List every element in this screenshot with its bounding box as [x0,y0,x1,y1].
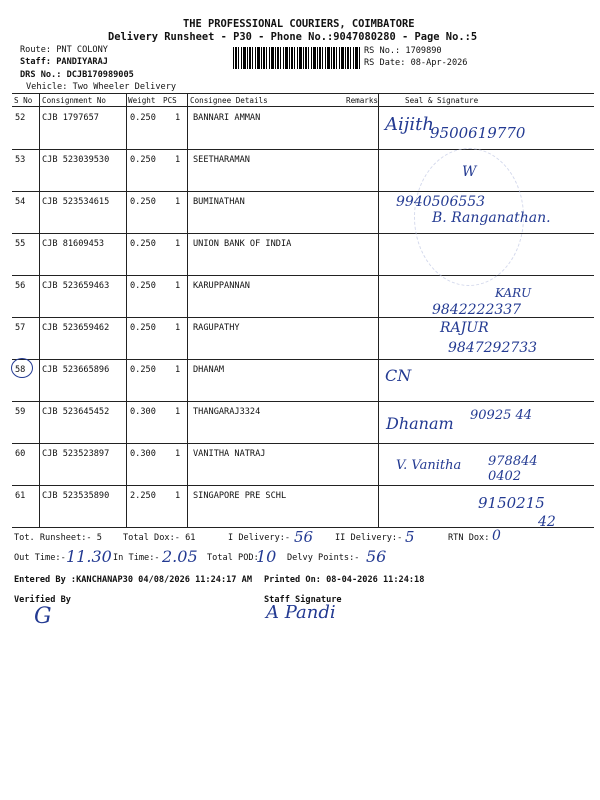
in-time-value: 2.05 [162,547,198,566]
row-sno: 61 [15,491,26,501]
delvy-points: Delvy Points:- [287,553,360,563]
handwritten-signature: W [462,164,477,180]
col-sno: S No [14,96,33,105]
verified-signature: G [34,604,52,629]
row-pcs: 1 [175,113,181,123]
row-consignee: THANGARAJ3324 [193,407,261,417]
col-weight: Weight [128,96,156,105]
drs-number: DRS No.: DCJB170989005 [20,70,134,80]
row-consignment: CJB 523523897 [42,449,110,459]
handwritten-phone: 90925 44 [470,408,533,423]
row-weight: 0.250 [130,323,156,333]
barcode [233,47,360,69]
row-consignee: KARUPPANNAN [193,281,250,291]
row-weight: 0.250 [130,281,156,291]
ii-delivery-value: 5 [405,528,415,546]
handwritten-signature: CN [385,366,412,385]
row-sno: 60 [15,449,26,459]
entered-by: Entered By :KANCHANAP30 04/08/2026 11:24:17 AM [14,575,252,585]
row-consignment: CJB 523039530 [42,155,110,165]
row-weight: 0.250 [130,197,156,207]
row-consignee: SINGAPORE PRE SCHL [193,491,287,501]
staff-signature-label: Staff Signature [264,595,342,605]
runsheet-title: Delivery Runsheet - P30 - Phone No.:9047080280 - Page No.:5 [108,31,478,43]
handwritten-phone: 9847292733 [448,340,538,356]
row-weight: 0.250 [130,239,156,249]
row-consignee: VANITHA NATRAJ [193,449,266,459]
delvy-points-value: 56 [366,547,387,566]
row-consignee: DHANAM [193,365,225,375]
row-sno: 59 [15,407,26,417]
row-consignment: CJB 523665896 [42,365,110,375]
row-pcs: 1 [175,491,181,501]
row-consignment: CJB 523659463 [42,281,110,291]
row-pcs: 1 [175,239,181,249]
row-sno: 58 [15,365,26,375]
table-top-rule [12,93,594,94]
col-pcs: PCS [163,96,177,105]
row-consignment: CJB 523645452 [42,407,110,417]
handwritten-phone: 9842222337 [432,302,522,318]
handwritten-signature: Aijith [385,114,434,135]
row-consignment: CJB 523534615 [42,197,110,207]
row-weight: 0.300 [130,407,156,417]
handwritten-phone: 978844 0402 [488,454,538,484]
route: Route: PNT COLONY [20,45,108,55]
handwritten-phone: 9940506553 [396,194,486,210]
company-name: THE PROFESSIONAL COURIERS, COIMBATORE [183,18,415,30]
handwritten-signature: V. Vanitha [396,458,462,473]
total-pod-value: 10 [256,547,277,566]
row-weight: 0.250 [130,113,156,123]
row-weight: 2.250 [130,491,156,501]
row-pcs: 1 [175,449,181,459]
staff-signature: A Pandi [266,602,336,623]
ii-delivery: II Delivery:- [335,533,403,543]
row-pcs: 1 [175,365,181,375]
col-consignee: Consignee Details [190,96,268,105]
staff: Staff: PANDIYARAJ [20,57,108,67]
i-delivery-value: 56 [294,528,314,546]
row-sno: 53 [15,155,26,165]
rs-date: RS Date: 08-Apr-2026 [364,58,468,68]
row-sno: 57 [15,323,26,333]
i-delivery: I Delivery:- [228,533,291,543]
row-sno: 55 [15,239,26,249]
printed-on: Printed On: 08-04-2026 11:24:18 [264,575,425,585]
total-pod: Total POD: [207,553,259,563]
out-time: Out Time:- [14,553,66,563]
row-pcs: 1 [175,197,181,207]
row-consignment: CJB 523659462 [42,323,110,333]
handwritten-signature: 42 [538,514,556,530]
row-consignee: BANNARI AMMAN [193,113,261,123]
col-seal: Seal & Signature [405,96,479,105]
total-dox: Total Dox:- 61 [123,533,196,543]
circle-mark [11,358,33,378]
row-consignee: UNION BANK OF INDIA [193,239,292,249]
row-consignment: CJB 81609453 [42,239,105,249]
row-weight: 0.300 [130,449,156,459]
row-consignment: CJB 1797657 [42,113,99,123]
row-consignment: CJB 523535890 [42,491,110,501]
col-remarks: Remarks [346,96,379,105]
row-pcs: 1 [175,281,181,291]
row-sno: 56 [15,281,26,291]
handwritten-signature: KARU [495,286,532,300]
handwritten-phone: 9150215 [478,494,545,512]
out-time-value: 11.30 [66,547,112,566]
total-runsheet: Tot. Runsheet:- 5 [14,533,102,543]
row-consignee: SEETHARAMAN [193,155,250,165]
row-sno: 54 [15,197,26,207]
verified-by-label: Verified By [14,595,71,605]
rtn-dox-value: 0 [492,528,501,544]
row-consignee: RAGUPATHY [193,323,240,333]
vehicle: Vehicle: Two Wheeler Delivery [26,82,177,92]
row-weight: 0.250 [130,365,156,375]
row-sno: 52 [15,113,26,123]
row-pcs: 1 [175,155,181,165]
handwritten-signature: B. Ranganathan. [432,210,551,226]
rs-number: RS No.: 1709890 [364,46,442,56]
table-row [12,359,594,401]
handwritten-signature: RAJUR [440,320,489,336]
handwritten-phone: 9500619770 [430,124,526,142]
handwritten-signature: Dhanam [386,414,454,433]
row-weight: 0.250 [130,155,156,165]
col-consignment: Consignment No [42,96,107,105]
row-pcs: 1 [175,323,181,333]
row-consignee: BUMINATHAN [193,197,245,207]
in-time: In Time:- [113,553,160,563]
rtn-dox: RTN Dox: [448,533,490,543]
row-pcs: 1 [175,407,181,417]
